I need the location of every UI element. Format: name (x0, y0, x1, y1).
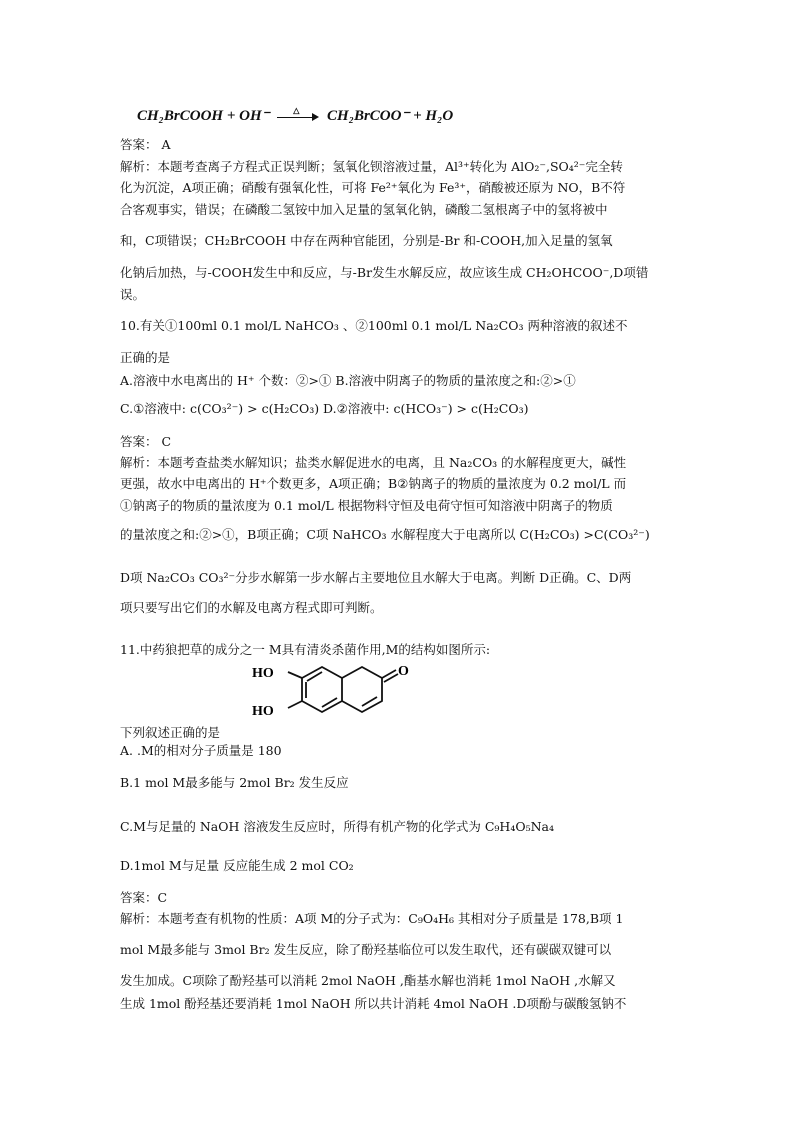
text-line: 答案： A (120, 137, 171, 152)
text-line: 化为沉淀，A项正确；硝酸有强氧化性，可将 Fe²⁺氧化为 Fe³⁺，硝酸被还原为 NO，B不符 (120, 180, 626, 195)
text-line: 的量浓度之和:②>①，B项正确；C项 NaHCO₃ 水解程度大于电离所以 C(H₂CO₃) >C(CO₃²⁻) (120, 527, 650, 542)
text-line: 项只要写出它们的水解及电离方程式即可判断。 (120, 600, 383, 615)
heating-arrow-icon (277, 105, 319, 122)
text-line: 合客观事实，错误；在磷酸二氢铵中加入足量的氢氧化钠，磷酸二氢根离子中的氢将被中 (120, 202, 608, 217)
text-line: 答案：C (120, 890, 168, 905)
text-line: D.1mol M与足量 反应能生成 2 mol CO₂ (120, 858, 354, 873)
hydroxyl-label-2: HO (252, 704, 274, 719)
text-line: A.溶液中水电离出的 H⁺ 个数：②>① B.溶液中阴离子的物质的量浓度之和:②>① (120, 373, 576, 388)
text-line: 误。 (120, 287, 146, 302)
text-line: 11.中药狼把草的成分之一 M具有清炎杀菌作用,M的结构如图所示: (120, 642, 491, 657)
text-line: ①钠离子的物质的量浓度为 0.1 mol/L 根据物料守恒及电荷守恒可知溶液中阴离子的物质 (120, 498, 613, 513)
equation-left: CH₂BrCOOH + OH⁻ (137, 108, 270, 124)
text-line: D项 Na₂CO₃ CO₃²⁻分步水解第一步水解占主要地位且水解大于电离。判断 D正确。C、D两 (120, 570, 632, 585)
text-line: 10.有关①100ml 0.1 mol/L NaHCO₃ 、②100ml 0.1 mol/L Na₂CO₃ 两种溶液的叙述不 (120, 318, 628, 333)
text-line: 答案： C (120, 434, 172, 449)
text-line: 发生加成。C项除了酚羟基可以消耗 2mol NaOH ,酯基水解也消耗 1mol NaOH ,水解又 (120, 973, 616, 988)
hydroxyl-label-1: HO (252, 666, 274, 681)
text-line: 正确的是 (120, 350, 171, 365)
text-line: mol M最多能与 3mol Br₂ 发生反应，除了酚羟基临位可以发生取代，还有碳碳双键可以 (120, 942, 612, 957)
text-line: A. .M的相对分子质量是 180 (120, 743, 282, 758)
text-line: 解析：本题考查盐类水解知识；盐类水解促进水的电离，且 Na₂CO₃ 的水解程度更大，碱性 (120, 455, 627, 470)
text-line: B.1 mol M最多能与 2mol Br₂ 发生反应 (120, 775, 349, 790)
equation-right: CH₂BrCOO⁻ + H₂O (327, 108, 454, 124)
text-line: 解析：本题考查有机物的性质：A项 M的分子式为：C₉O₄H₆ 其相对分子质量是 178,B项 1 (120, 911, 624, 926)
text-line: 解析：本题考查离子方程式正误判断；氢氧化钡溶液过量，Al³⁺转化为 AlO₂⁻,SO₄²⁻完全转 (120, 159, 623, 174)
text-line: C.M与足量的 NaOH 溶液发生反应时，所得有机产物的化学式为 C₉H₄O₅Na₄ (120, 819, 554, 834)
text-line: C.①溶液中: c(CO₃²⁻) > c(H₂CO₃) D.②溶液中: c(HCO₃⁻) > c(H₂CO₃) (120, 401, 529, 416)
oxygen-label: O (398, 664, 409, 679)
text-line: 更强，故水中电离出的 H⁺个数更多，A项正确；B②钠离子的物质的量浓度为 0.2 mol/L 而 (120, 476, 627, 491)
text-line: 下列叙述正确的是 (120, 725, 221, 740)
text-line: 化钠后加热，与-COOH发生中和反应，与-Br发生水解反应，故应该生成 CH₂OHCOO⁻,D项错 (120, 265, 649, 280)
text-line: 和，C项错误；CH₂BrCOOH 中存在两种官能团，分别是-Br 和-COOH,加入足量的氢氧 (120, 233, 613, 248)
reaction-equation (137, 106, 453, 125)
text-line: 生成 1mol 酚羟基还要消耗 1mol NaOH 所以共计消耗 4mol NaOH .D项酚与碳酸氢钠不 (120, 996, 627, 1011)
heating-condition: △ (293, 105, 300, 115)
coumarin-structure-image (250, 660, 420, 732)
